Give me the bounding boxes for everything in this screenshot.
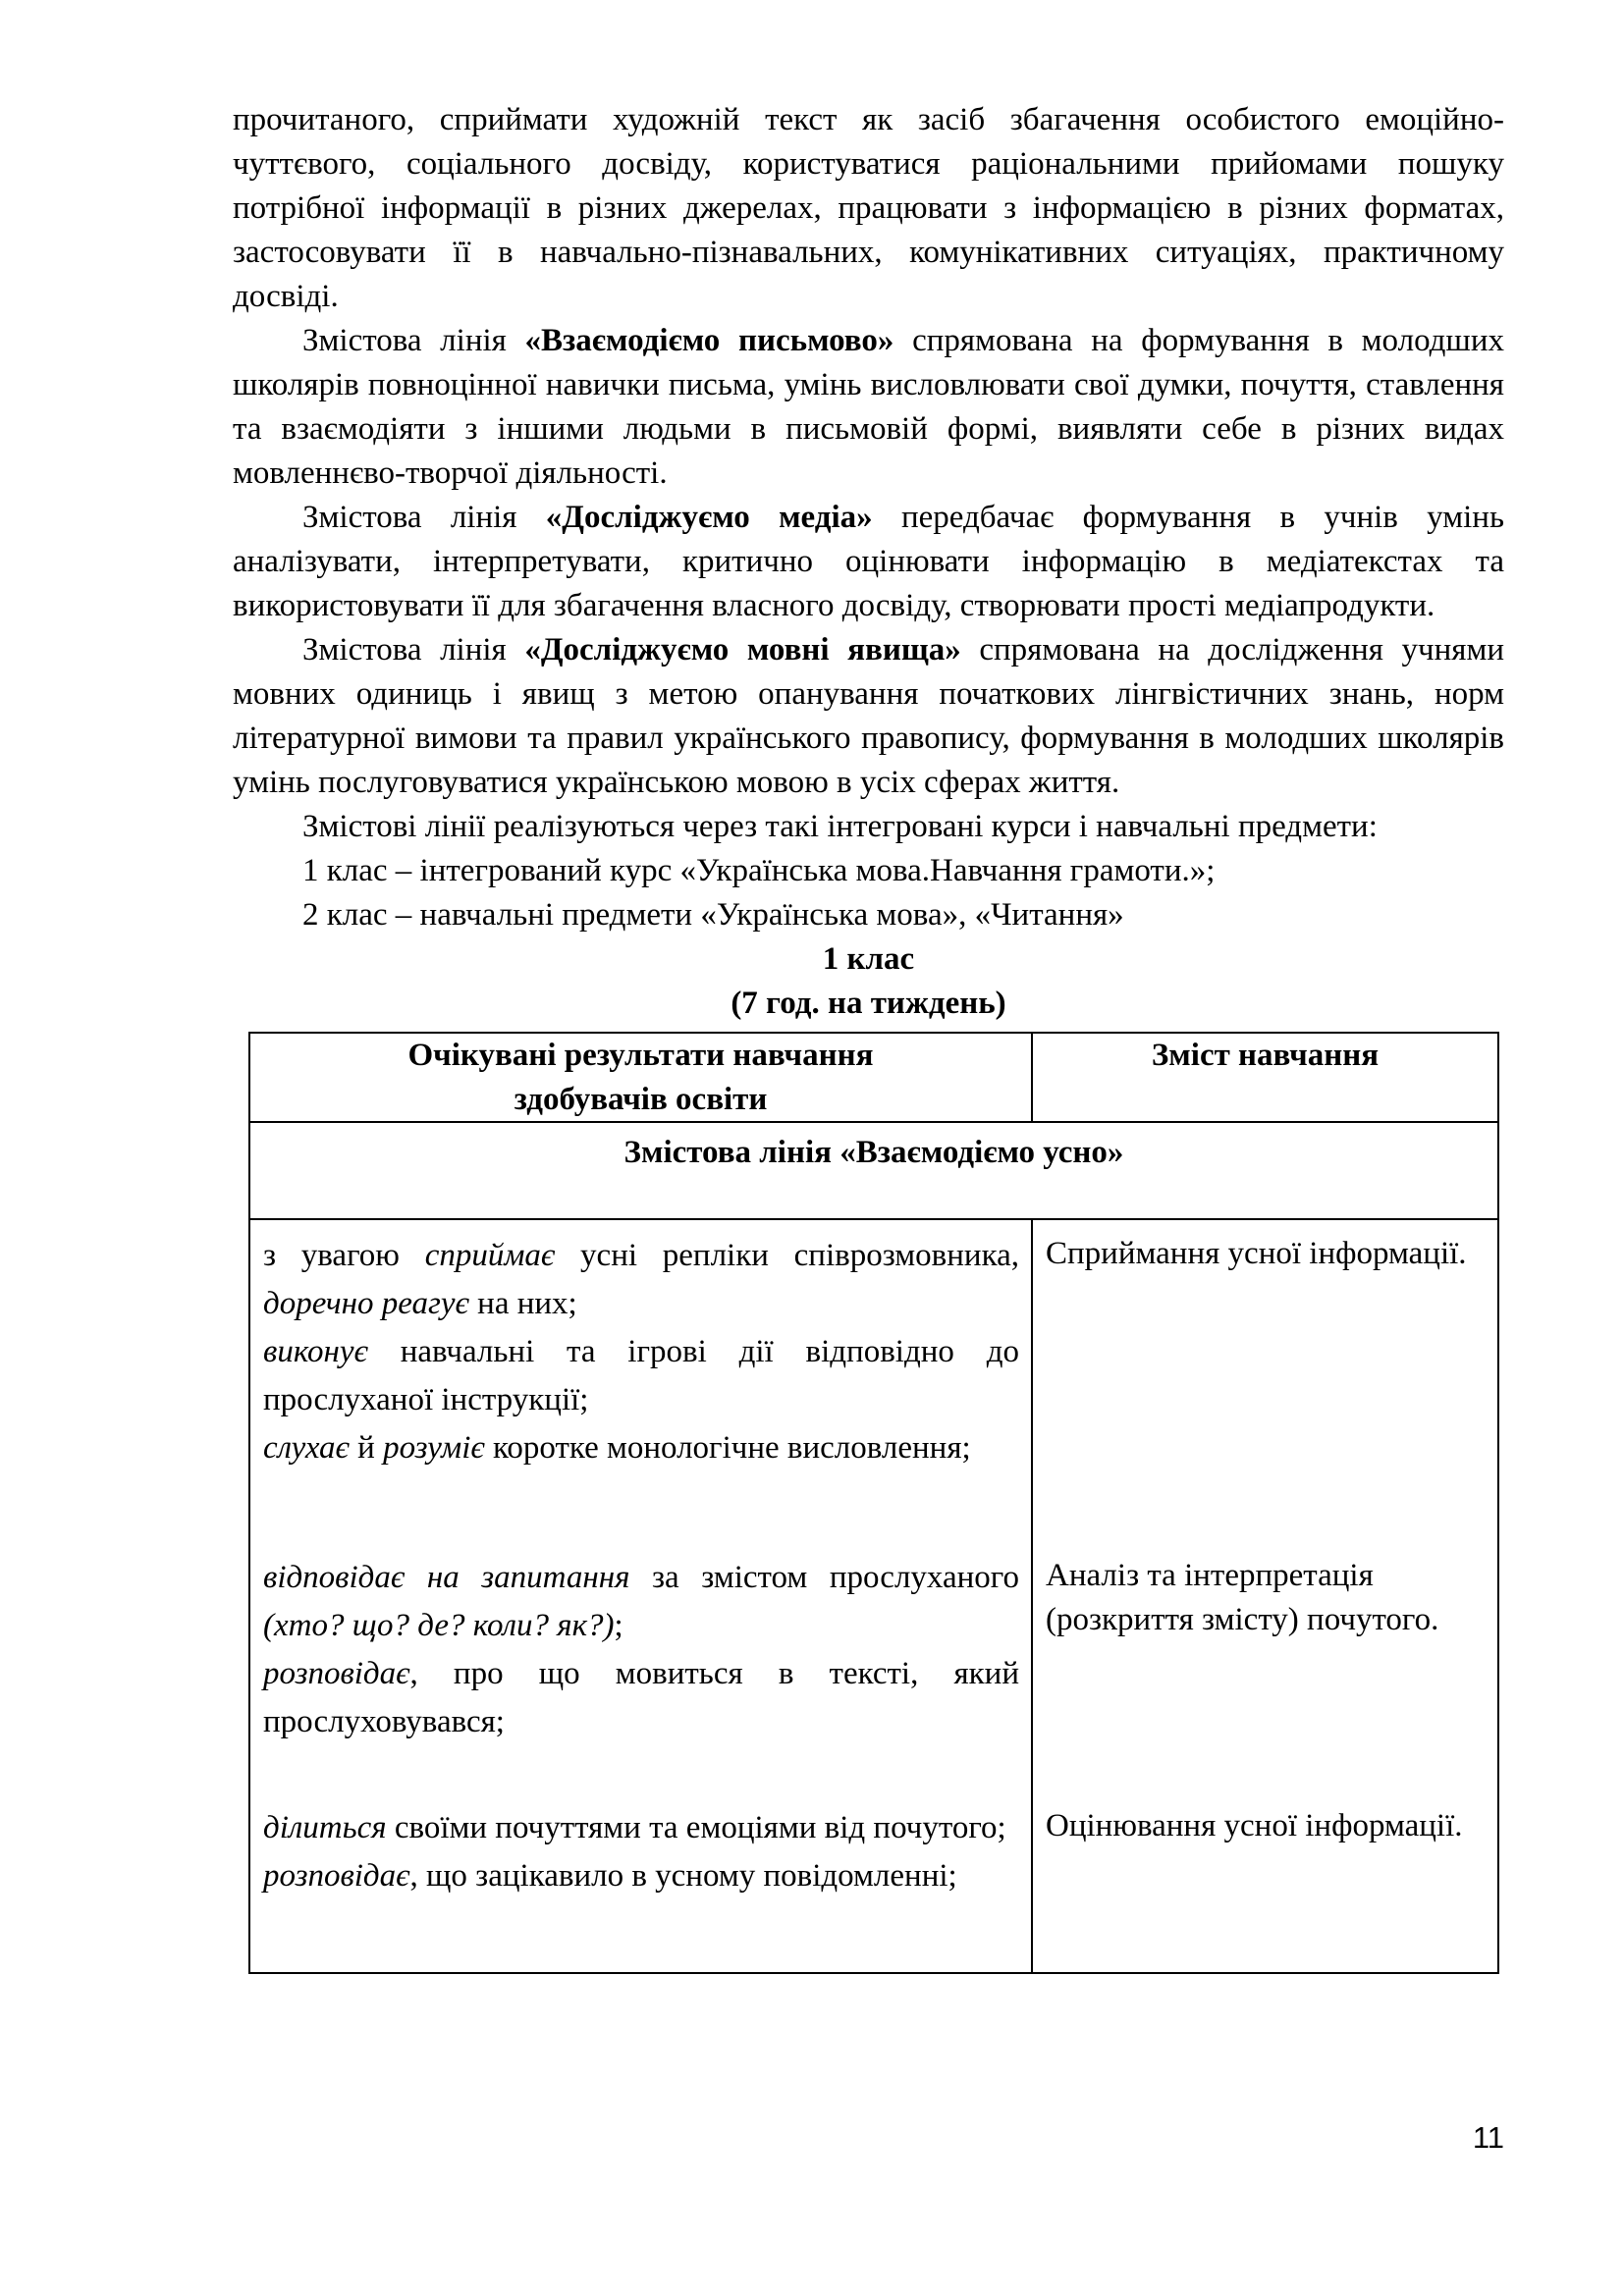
- text-run: ;: [614, 1608, 623, 1643]
- table-cell-results-3: [250, 1792, 1033, 1972]
- table-cell-results-2: [250, 1542, 1033, 1792]
- text-run: спрямована на дослідження учнями мовних одиниць і явищ з метою опанування початкових лінгвістичних знань, норм літературної вимови та правил українського правопису, формування в молодших школярів умінь послуговуватися українською мовою в усіх сферах життя.: [233, 632, 1505, 800]
- list-item-grade1: 1 клас – інтегрований курс «Українська мова.Навчання грамоти.»;: [302, 853, 1216, 888]
- header-line: Зміст навчання: [1151, 1038, 1380, 1073]
- result-paragraph: [263, 1650, 1019, 1746]
- text-run: , що зацікавило в усному повідомленні;: [409, 1858, 957, 1894]
- text-run-bold: «Взаємодіємо письмово»: [524, 323, 894, 358]
- table-title-hours: (7 год. на тиждень): [731, 986, 1006, 1021]
- table-cell-content-3: [1033, 1792, 1497, 1972]
- result-paragraph: [263, 1328, 1019, 1424]
- text-run: усні репліки співрозмовника,: [555, 1238, 1020, 1273]
- text-run-italic: слухає: [263, 1430, 350, 1466]
- paragraph-continued: прочитаного, сприймати художній текст як засіб збагачення особистого емоційно-чуттєвого, соціального досвіду, користуватися раціональними прийомами пошуку потрібної інформації в різних джерелах, працювати з інформацією в різних форматах, застосовувати її в навчально-пізнавальних, комунікативних ситуаціях, практичному досвіді.: [233, 102, 1504, 314]
- list-item-grade2: 2 клас – навчальні предмети «Українська мова», «Читання»: [302, 897, 1124, 933]
- text-run: з увагою: [263, 1238, 425, 1273]
- table-section-vzaiemodiiemo-usno: Змістова лінія «Взаємодіємо усно»: [250, 1123, 1497, 1220]
- text-run-italic: ділиться: [263, 1810, 387, 1845]
- text-run-bold: «Досліджуємо медіа»: [545, 500, 873, 535]
- text-run: передбачає формування в учнів умінь аналізувати, інтерпретувати, критично оцінювати інформацію в медіатекстах та використовувати її для збагачення власного досвіду, створювати прості медіапродукти.: [233, 500, 1505, 623]
- paragraph-vzaiemodiiemo-pysmovo: [233, 319, 1504, 496]
- text-run: навчальні та ігрові дії відповідно до прослуханої інструкції;: [263, 1334, 1019, 1417]
- text-run-italic: розповідає: [263, 1656, 410, 1691]
- text-run-italic: відповідає на запитання: [263, 1560, 630, 1595]
- text-run-italic: розповідає: [263, 1858, 410, 1894]
- result-paragraph: [263, 1804, 1019, 1852]
- table-cell-content-2: [1033, 1542, 1497, 1792]
- text-run: на них;: [468, 1286, 577, 1321]
- text-run: , про що мовиться в тексті, який прослуховувався;: [263, 1656, 1019, 1739]
- result-paragraph: [263, 1232, 1019, 1328]
- text-run-italic: сприймає: [424, 1238, 556, 1273]
- result-paragraph: [263, 1424, 1019, 1472]
- content-paragraph: Сприймання усної інформації.: [1046, 1236, 1467, 1271]
- header-line: Очікувані результати навчання: [407, 1038, 874, 1073]
- text-run-bold: «Досліджуємо мовні явища»: [524, 632, 961, 667]
- text-run: спрямована на формування в молодших школярів повноцінної навички письма, умінь висловлювати свої думки, почуття, ставлення та взаємодіяти з іншими людьми в письмовій формі, виявляти себе в різних видах мовленнєво-творчої діяльності.: [233, 323, 1504, 491]
- text-run-italic: (хто? що? де? коли? як?): [263, 1608, 615, 1643]
- table-title-grade: 1 клас: [822, 941, 915, 977]
- content-paragraph: Оцінювання усної інформації.: [1046, 1808, 1463, 1843]
- table-cell-results-1: [250, 1220, 1033, 1542]
- table-header-content: [1033, 1034, 1497, 1123]
- paragraph-intro-list: Змістові лінії реалізуються через такі інтегровані курси і навчальні предмети:: [302, 809, 1378, 844]
- table-cell-content-1: [1033, 1220, 1497, 1542]
- text-run-italic: доречно реагує: [263, 1286, 469, 1321]
- result-paragraph: [263, 1852, 1019, 1900]
- text-run: коротке монологічне висловлення;: [484, 1430, 971, 1466]
- text-run: своїми почуттями та емоціями від почутого;: [386, 1810, 1006, 1845]
- text-run: й: [349, 1430, 384, 1466]
- curriculum-table: [248, 1032, 1499, 1974]
- paragraph-doslidzhuiemo-media: [233, 496, 1504, 628]
- page-number: 11: [1472, 2120, 1504, 2155]
- content-paragraph: Аналіз та інтерпретація (розкриття змісту) почутого.: [1046, 1558, 1439, 1637]
- text-run: Змістова лінія: [302, 500, 546, 535]
- text-run: Змістова лінія: [302, 323, 525, 358]
- text-run-italic: розуміє: [383, 1430, 485, 1466]
- text-run: за змістом прослуханого: [629, 1560, 1020, 1595]
- header-line: здобувачів освіти: [514, 1082, 768, 1117]
- result-paragraph: [263, 1554, 1019, 1650]
- text-run-italic: виконує: [263, 1334, 368, 1369]
- table-header-expected-results: [250, 1034, 1033, 1123]
- text-run: Змістова лінія: [302, 632, 525, 667]
- paragraph-movni-yavyshcha: [233, 628, 1504, 805]
